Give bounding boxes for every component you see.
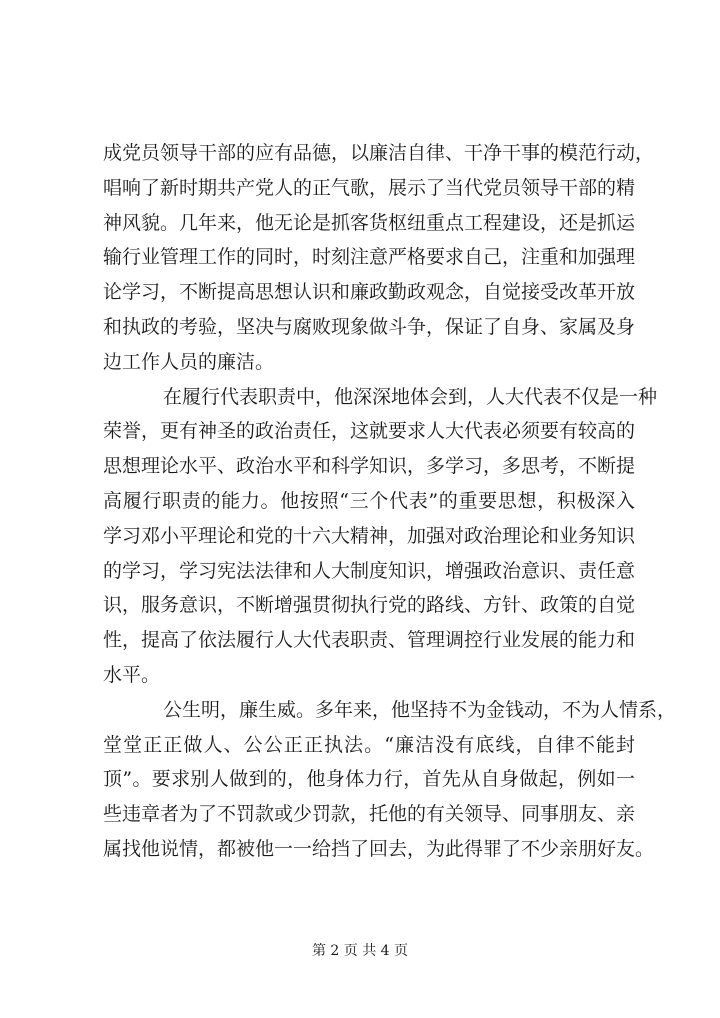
text-line: 属找他说情，都被他一一给挡了回去，为此得罪了不少亲朋好友。	[103, 837, 655, 860]
text-line: 堂堂正正做人、公公正正执法。“廉洁没有底线，自律不能封	[103, 733, 635, 756]
text-line: 识，服务意识，不断增强贯彻执行党的路线、方针、政策的自觉	[103, 594, 636, 617]
body-text	[103, 136, 677, 867]
text-line: 输行业管理工作的同时，时刻注意严格要求自己，注重和加强理	[103, 246, 636, 269]
text-line: 些违章者为了不罚款或少罚款，托他的有关领导、同事朋友、亲	[103, 803, 636, 826]
text-line: 性，提高了依法履行人大代表职责、管理调控行业发展的能力和	[103, 629, 636, 652]
text-line: 水平。	[103, 663, 161, 686]
page-number-footer: 第 2 页 共 4 页	[311, 943, 409, 959]
text-line: 在履行代表职责中，他深深地体会到，人大代表不仅是一种	[163, 385, 658, 408]
text-line: 学习邓小平理论和党的十六大精神，加强对政治理论和业务知识	[103, 524, 636, 547]
text-line: 公生明，廉生威。多年来，他坚持不为金钱动，不为人情系，	[163, 698, 677, 721]
text-line: 荣誉，更有神圣的政治责任，这就要求人大代表必须要有较高的	[103, 420, 636, 443]
text-line: 神风貌。几年来，他无论是抓客货枢纽重点工程建设，还是抓运	[103, 211, 636, 234]
text-line: 的学习，学习宪法法律和人大制度知识，增强政治意识、责任意	[103, 559, 636, 582]
text-line: 高履行职责的能力。他按照“三个代表”的重要思想，积极深入	[103, 489, 635, 512]
text-line: 顶”。要求别人做到的，他身体力行，首先从自身做起，例如一	[103, 768, 635, 791]
text-line: 思想理论水平、政治水平和科学知识，多学习，多思考，不断提	[103, 455, 636, 478]
text-line: 唱响了新时期共产党人的正气歌，展示了当代党员领导干部的精	[103, 176, 636, 199]
text-line: 和执政的考验，坚决与腐败现象做斗争，保证了自身、家属及身	[103, 315, 636, 338]
text-line: 成党员领导干部的应有品德，以廉洁自律、干净干事的模范行动，	[103, 142, 655, 164]
text-line: 论学习，不断提高思想认识和廉政勤政观念，自觉接受改革开放	[103, 281, 636, 304]
text-line: 边工作人员的廉洁。	[103, 350, 275, 373]
